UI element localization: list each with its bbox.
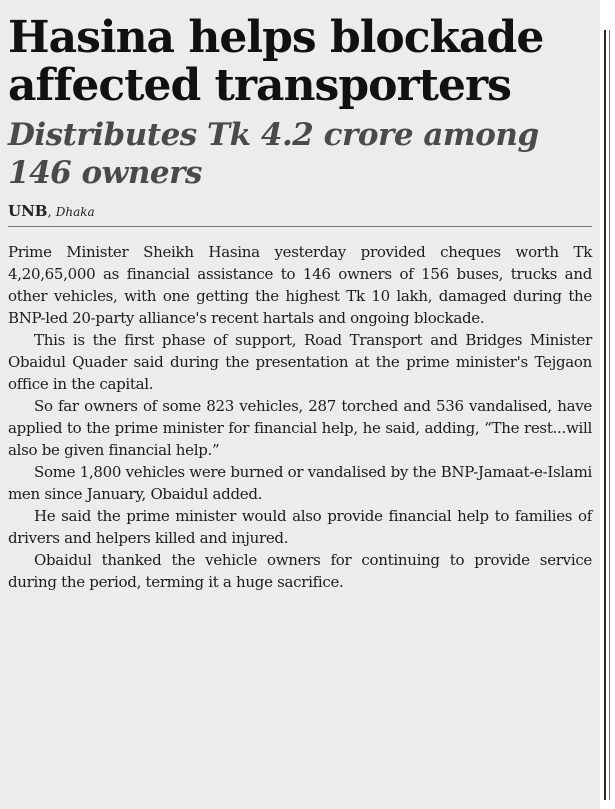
byline-divider (8, 226, 592, 227)
paragraph: Obaidul thanked the vehicle owners for continuing to provide service during the period, terming it a huge sacrifice. (8, 551, 592, 591)
byline-agency: UNB (8, 202, 48, 220)
article-body (8, 241, 592, 593)
byline-separator: , (47, 205, 52, 220)
subheadline: Distributes Tk 4.2 crore among 146 owners (8, 117, 539, 191)
byline-place: Dhaka (55, 205, 95, 219)
headline: Hasina helps blockade affected transporters (8, 12, 544, 111)
paragraph: So far owners of some 823 vehicles, 287 torched and 536 vandalised, have applied to the prime minister for financial help, he said, adding, “The rest...will also be given financial help.” (8, 397, 592, 459)
byline (8, 202, 592, 220)
column-rule-thin (609, 30, 610, 800)
paragraph: Prime Minister Sheikh Hasina yesterday provided cheques worth Tk 4,20,65,000 as financial assistance to 146 owners of 156 buses, trucks and other vehicles, with one getting the highest Tk 10 lakh, damaged during the BNP-led 20-party alliance's recent hartals and ongoing blockade. (8, 243, 592, 327)
paragraph: Some 1,800 vehicles were burned or vandalised by the BNP-Jamaat-e-Islami men since January, Obaidul added. (8, 463, 592, 503)
paragraph: He said the prime minister would also provide financial help to families of drivers and helpers killed and injured. (8, 507, 592, 547)
paragraph: This is the first phase of support, Road Transport and Bridges Minister Obaidul Quader said during the presentation at the prime minister's Tejgaon office in the capital. (8, 331, 592, 393)
column-rule (604, 30, 606, 800)
